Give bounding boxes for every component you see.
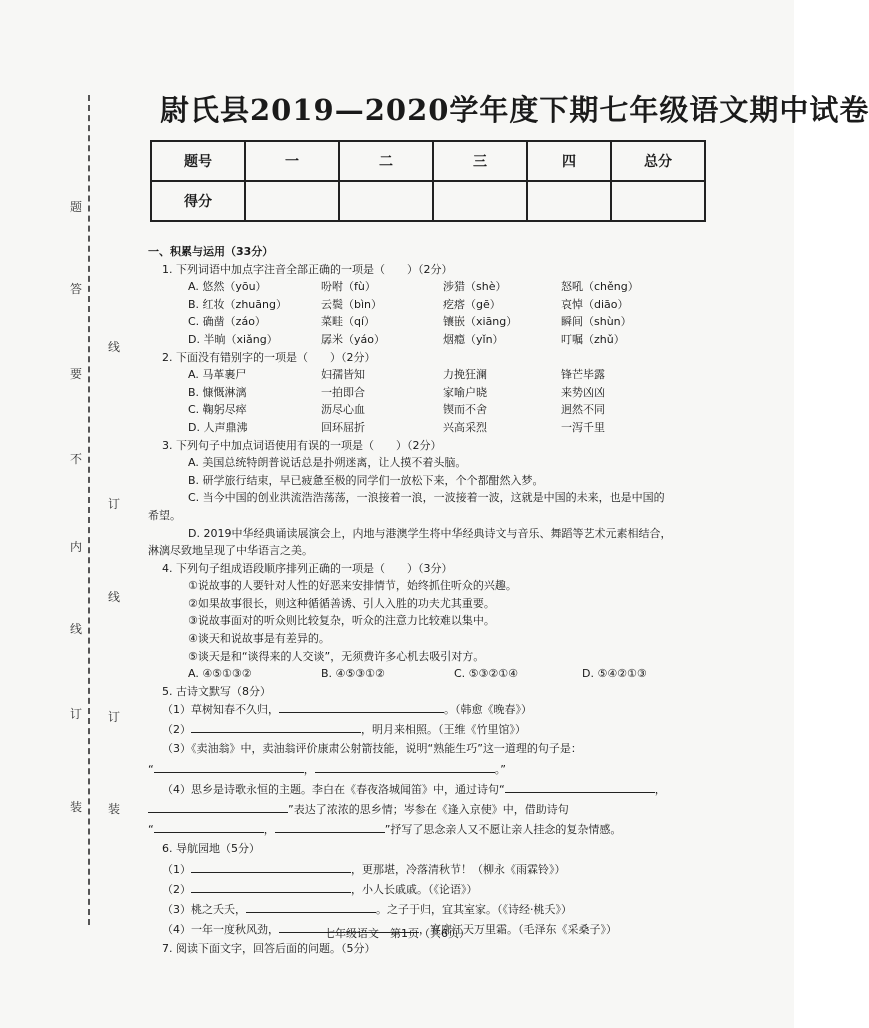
option-row: [148, 401, 728, 419]
option-row: [148, 665, 728, 683]
table-row: [151, 141, 705, 181]
binding-char: 题: [69, 200, 82, 214]
option-item: D. ⑤④②①③: [582, 667, 647, 681]
binding-char: 不: [69, 452, 82, 466]
line-text: （4）思乡是诗歌永恒的主题。李白在《春夜洛城闻笛》中，通过诗句“: [162, 783, 505, 797]
option-item: 妇孺皆知: [321, 368, 365, 382]
answer-blank[interactable]: [275, 820, 385, 833]
page-title: 尉氏县2019—2020学年度下期七年级语文期中试卷: [160, 93, 869, 127]
line-text: 。（韩愈《晚春》）: [444, 703, 532, 717]
option-text: D. 2019中华经典诵读展演会上，内地与港澳学生将中华经典诗文与音乐、舞蹈等艺术元素相结合，: [188, 526, 672, 540]
option-text: A. 美国总统特朗普说话总是扑朔迷离，让人摸不着头脑。: [188, 456, 467, 470]
fill-line: （3）《卖油翁》中，卖油翁评价康肃公射箭技能，说明“熟能生巧”这一道理的句子是：: [162, 742, 582, 756]
fill-line: [148, 820, 728, 840]
binding-char: 线: [107, 340, 120, 354]
option-item: 涉猎（shè）: [443, 280, 507, 294]
line-text: 。”: [494, 763, 506, 777]
answer-blank[interactable]: [505, 780, 655, 793]
section-heading: 一、积累与运用（33分）: [148, 245, 274, 258]
option-item: D. 人声鼎沸: [188, 420, 248, 434]
line-text: ，: [303, 763, 315, 777]
option-item: 云鬓（bìn）: [321, 297, 383, 311]
table-cell: 题号: [151, 141, 245, 181]
option-item: B. ④⑤③①②: [321, 667, 385, 681]
option-item: 沥尽心血: [321, 403, 365, 417]
line-text: ，寥廓江天万里霜。（毛泽东《采桑子》）: [419, 923, 617, 937]
binding-char: 装: [107, 802, 120, 816]
answer-blank[interactable]: [191, 880, 351, 893]
option-item: 孱米（yáo）: [321, 332, 385, 346]
answer-blank[interactable]: [315, 760, 495, 773]
table-cell: 二: [339, 141, 433, 181]
option-item: 回环屈折: [321, 420, 365, 434]
score-input-cell[interactable]: [527, 181, 611, 221]
option-item: B. 红妆（zhuāng）: [188, 297, 287, 311]
question-stem: 4. 下列句子组成语段顺序排列正确的一项是（ ）（3分）: [162, 561, 453, 575]
table-cell: 总分: [611, 141, 705, 181]
line-text: （1）: [162, 863, 191, 877]
table-cell: 一: [245, 141, 339, 181]
option-item: 一拍即合: [321, 385, 365, 399]
option-item: 瞬间（shùn）: [561, 315, 632, 329]
option-item: 哀悼（diāo）: [561, 297, 629, 311]
option-row: [148, 331, 728, 349]
table-cell: 四: [527, 141, 611, 181]
option-item: C. 鞠躬尽瘁: [188, 403, 247, 417]
fill-line: [148, 800, 728, 820]
option-item: A. 马革裹尸: [188, 368, 247, 382]
binding-char: 订: [107, 497, 120, 511]
sentence-item: ①说故事的人要针对人性的好恶来安排情节，始终抓住听众的兴趣。: [188, 579, 517, 593]
line-text: （2）: [162, 723, 191, 737]
score-input-cell[interactable]: [611, 181, 705, 221]
option-item: 迥然不同: [561, 403, 605, 417]
option-row: [148, 278, 728, 296]
answer-blank[interactable]: [279, 700, 444, 713]
option-item: 疙瘩（gē）: [443, 297, 501, 311]
fill-line: [148, 760, 728, 780]
answer-blank[interactable]: [154, 760, 304, 773]
question-stem: 1. 下列词语中加点字注音全部正确的一项是（ ）（2分）: [162, 262, 453, 276]
answer-blank[interactable]: [148, 800, 288, 813]
sentence-item: ⑤谈天是和“谈得来的人交谈”，无须费许多心机去吸引对方。: [188, 649, 485, 663]
line-text: ，: [263, 823, 275, 837]
option-item: D. 半晌（xiǎng）: [188, 332, 278, 346]
sentence-item: ②如果故事很长，则这种循循善诱、引人入胜的功夫尤其重要。: [188, 596, 495, 610]
option-item: A. ④⑤①③②: [188, 667, 252, 681]
option-item: 锲而不舍: [443, 403, 487, 417]
binding-char: 要: [69, 367, 82, 381]
option-item: 菜畦（qí）: [321, 315, 376, 329]
binding-char: 订: [107, 710, 120, 724]
fill-line: [148, 880, 728, 900]
option-item: A. 悠然（yōu）: [188, 280, 267, 294]
binding-char: 答: [69, 282, 82, 296]
fill-line: [148, 780, 728, 800]
line-text: （4）一年一度秋风劲，: [162, 923, 279, 937]
page-footer: 七年级语文 第1页（共6页）: [324, 927, 470, 940]
line-text: ，小人长戚戚。（《论语》）: [351, 883, 478, 897]
option-item: 怒吼（chěng）: [561, 280, 639, 294]
question-stem: 3. 下列句子中加点词语使用有误的一项是（ ）（2分）: [162, 438, 442, 452]
line-text: （2）: [162, 883, 191, 897]
line-text: “: [148, 823, 154, 837]
fill-line: [148, 720, 728, 740]
sentence-item: ③说故事面对的听众则比较复杂，听众的注意力比较难以集中。: [188, 614, 495, 628]
line-text: （3）桃之夭夭，: [162, 903, 246, 917]
binding-dashed-line: [88, 95, 90, 925]
score-table: [150, 140, 706, 222]
option-item: 镶嵌（xiāng）: [443, 315, 518, 329]
option-text: C. 当今中国的创业洪流浩浩荡荡，一浪接着一浪，一波接着一波，这就是中国的未来，也是中国的: [188, 491, 665, 505]
answer-blank[interactable]: [191, 720, 361, 733]
question-stem: 6. 导航园地（5分）: [162, 842, 260, 856]
line-text: “: [148, 763, 154, 777]
answer-blank[interactable]: [246, 900, 376, 913]
score-input-cell[interactable]: [433, 181, 527, 221]
option-row: [148, 313, 728, 331]
table-cell: 得分: [151, 181, 245, 221]
option-item: 叮嘱（zhǔ）: [561, 332, 625, 346]
fill-line: [148, 700, 728, 720]
score-input-cell[interactable]: [245, 181, 339, 221]
option-item: 兴高采烈: [443, 420, 487, 434]
line-text: ，明月来相照。（王维《竹里馆》）: [361, 723, 526, 737]
binding-char: 订: [69, 707, 82, 721]
option-row: [148, 366, 728, 384]
line-text: 。之子于归，宜其室家。（《诗经·桃夭》）: [376, 903, 572, 917]
option-item: 一泻千里: [561, 420, 605, 434]
option-item: 吩咐（fù）: [321, 280, 376, 294]
option-row: [148, 419, 728, 437]
exam-content: [148, 243, 728, 958]
answer-blank[interactable]: [154, 820, 264, 833]
score-input-cell[interactable]: [339, 181, 433, 221]
table-cell: 三: [433, 141, 527, 181]
option-text: 淋漓尽致地呈现了中华语言之美。: [148, 544, 313, 558]
option-item: 烟瘾（yǐn）: [443, 332, 504, 346]
line-text: （1）草树知春不久归，: [162, 703, 279, 717]
option-row: [148, 296, 728, 314]
option-item: C. ⑤③②①④: [454, 667, 518, 681]
binding-char: 线: [69, 622, 82, 636]
line-text: ，更那堪，冷落清秋节！（柳永《雨霖铃》）: [351, 863, 566, 877]
binding-char: 装: [69, 800, 82, 814]
line-text: ”表达了浓浓的思乡情；岑参在《逢入京使》中，借助诗句: [288, 803, 569, 817]
fill-line: [148, 900, 728, 920]
line-text: ”抒写了思念亲人又不愿让亲人挂念的复杂情感。: [384, 823, 622, 837]
question-stem: 2. 下面没有错别字的一项是（ ）（2分）: [162, 350, 376, 364]
binding-char: 线: [107, 590, 120, 604]
binding-char: 内: [69, 540, 82, 554]
option-text: 希望。: [148, 508, 181, 522]
option-row: [148, 384, 728, 402]
option-item: 家喻户晓: [443, 385, 487, 399]
option-item: B. 慷慨淋漓: [188, 385, 247, 399]
question-stem: 7. 阅读下面文字，回答后面的问题。（5分）: [162, 942, 376, 956]
fill-line: [148, 860, 728, 880]
sentence-item: ④谈天和说故事是有差异的。: [188, 632, 330, 646]
table-row: [151, 181, 705, 221]
question-stem: 5. 古诗文默写（8分）: [162, 684, 271, 698]
option-item: 来势凶凶: [561, 385, 605, 399]
option-item: 锋芒毕露: [561, 368, 605, 382]
line-text: ，: [654, 783, 666, 797]
option-item: C. 确凿（záo）: [188, 315, 266, 329]
option-item: 力挽狂澜: [443, 368, 487, 382]
option-text: B. 研学旅行结束，早已疲惫至极的同学们一放松下来，个个都酣然入梦。: [188, 473, 544, 487]
answer-blank[interactable]: [191, 860, 351, 873]
